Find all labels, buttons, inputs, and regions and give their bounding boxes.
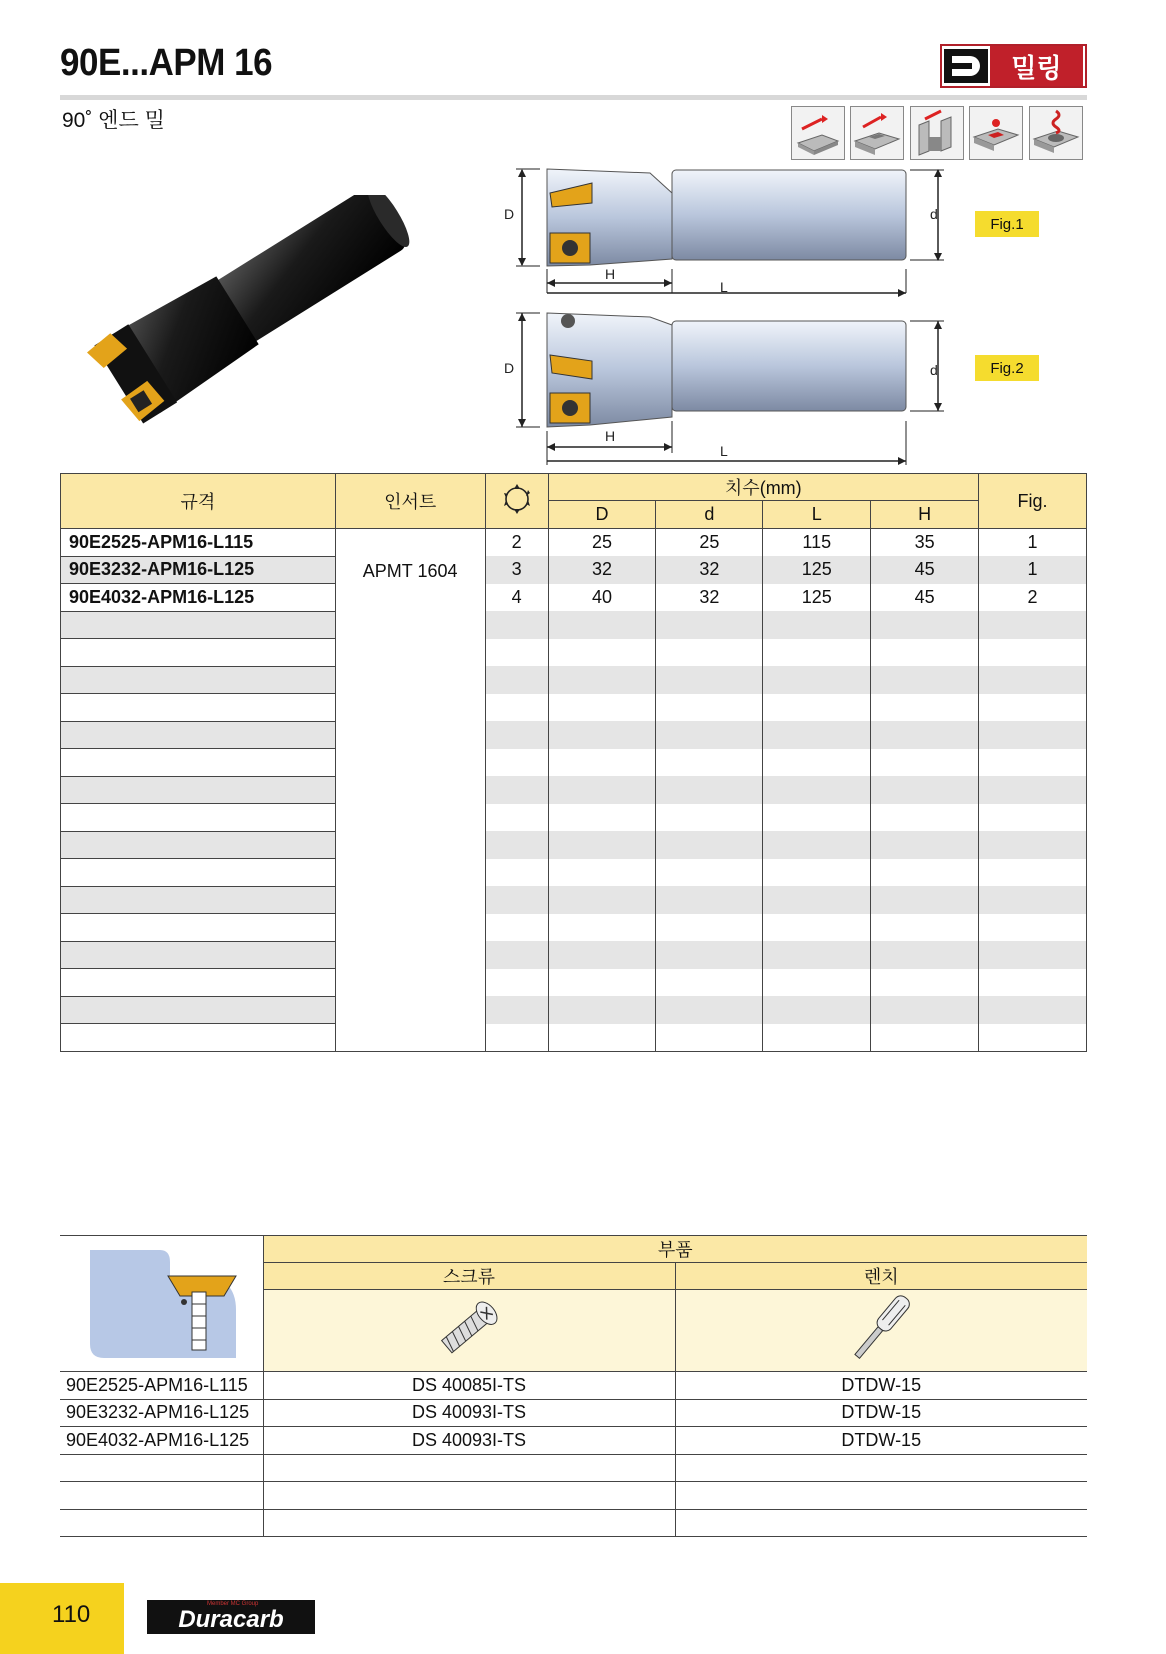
dim-L: 125: [763, 556, 871, 584]
teeth-count-icon: [500, 482, 534, 516]
col-header-teeth: [485, 474, 548, 529]
empty-row: [60, 1482, 1087, 1510]
empty-row: [61, 969, 1087, 997]
fig2-label: Fig.2: [975, 355, 1039, 381]
empty-row: [61, 776, 1087, 804]
pocketing-icon: [969, 106, 1023, 160]
dim-L: 115: [763, 529, 871, 557]
empty-row: [61, 1024, 1087, 1052]
empty-row: [61, 941, 1087, 969]
table-row: [60, 1427, 1087, 1455]
title-rule: [60, 95, 1087, 100]
screw-image-cell: [263, 1290, 675, 1372]
table-row: [61, 584, 1087, 612]
clamping-diagram-cell: [60, 1236, 263, 1372]
wrench-code: DTDW-15: [675, 1372, 1087, 1400]
duracarb-brand-name: Duracarb: [178, 1606, 284, 1633]
empty-row: [61, 996, 1087, 1024]
empty-row: [61, 611, 1087, 639]
col-header-spec: 규격: [61, 474, 336, 529]
dim-H: 45: [871, 556, 979, 584]
spec-code: 90E3232-APM16-L125: [61, 556, 336, 584]
empty-row: [61, 804, 1087, 832]
teeth-count: 4: [485, 584, 548, 612]
teeth-count: 3: [485, 556, 548, 584]
screw-code: DS 40093I-TS: [263, 1427, 675, 1455]
empty-row: [61, 914, 1087, 942]
empty-row: [61, 721, 1087, 749]
dim-d: 32: [656, 584, 763, 612]
fig2-dim-d: d: [930, 362, 938, 378]
brand-name: 밀링: [990, 46, 1083, 86]
dim-d: 32: [656, 556, 763, 584]
empty-row: [60, 1454, 1087, 1482]
parts-table: [60, 1235, 1087, 1537]
dim-D: 32: [548, 556, 656, 584]
col-header-fig: Fig.: [979, 474, 1087, 529]
empty-row: [61, 639, 1087, 667]
col-header-dimensions: 치수(mm): [548, 474, 979, 501]
wrench-icon: [836, 1290, 926, 1366]
empty-row: [61, 694, 1087, 722]
fig2-dim-H: H: [605, 428, 616, 444]
empty-row: [61, 666, 1087, 694]
col-header-insert: 인서트: [335, 474, 485, 529]
table-row: [60, 1372, 1087, 1400]
empty-row: [61, 749, 1087, 777]
parts-code: 90E4032-APM16-L125: [60, 1427, 263, 1455]
empty-row: [60, 1509, 1087, 1537]
col-header-d: d: [656, 501, 763, 529]
empty-row: [61, 859, 1087, 887]
clamping-diagram-icon: [60, 1236, 260, 1366]
screw-code: DS 40093I-TS: [263, 1399, 675, 1427]
fig1-drawing: [500, 165, 950, 297]
spec-table: [60, 473, 1087, 1052]
wrench-code: DTDW-15: [675, 1427, 1087, 1455]
table-row: [60, 1399, 1087, 1427]
parts-code: 90E2525-APM16-L115: [60, 1372, 263, 1400]
col-header-H: H: [871, 501, 979, 529]
parts-code: 90E3232-APM16-L125: [60, 1399, 263, 1427]
page-number: 110: [52, 1601, 91, 1628]
wrench-code: DTDW-15: [675, 1399, 1087, 1427]
col-header-D: D: [548, 501, 656, 529]
fig1-dim-d: d: [930, 206, 938, 222]
page-title: 90E...APM 16: [60, 42, 273, 84]
wrench-header: 렌치: [675, 1263, 1087, 1290]
empty-row: [61, 831, 1087, 859]
dim-D: 40: [548, 584, 656, 612]
screw-code: DS 40085I-TS: [263, 1372, 675, 1400]
duracarb-logo: [147, 1600, 315, 1634]
fig2-dim-D: D: [504, 360, 515, 376]
brand-d-icon: [942, 46, 990, 86]
dim-H: 35: [871, 529, 979, 557]
shoulder-milling-icon: [791, 106, 845, 160]
slotting-icon: [850, 106, 904, 160]
end-mill-product-image: [80, 195, 430, 425]
screw-header: 스크류: [263, 1263, 675, 1290]
wrench-image-cell: [675, 1290, 1087, 1372]
parts-header: 부품: [263, 1236, 1087, 1263]
col-header-L: L: [763, 501, 871, 529]
table-row: [61, 556, 1087, 584]
spec-code: 90E2525-APM16-L115: [61, 529, 336, 557]
fig1-label: Fig.1: [975, 211, 1039, 237]
fig1-dim-L: L: [720, 279, 728, 295]
table-row: [61, 529, 1087, 557]
dim-d: 25: [656, 529, 763, 557]
fig1-dim-D: D: [504, 206, 515, 222]
page-subtitle: 90˚ 엔드 밀: [62, 109, 165, 132]
dim-L: 125: [763, 584, 871, 612]
empty-row: [61, 886, 1087, 914]
teeth-count: 2: [485, 529, 548, 557]
screw-icon: [424, 1290, 514, 1366]
deep-slotting-icon: [910, 106, 964, 160]
duracarb-brand-tag: Member MC Group: [207, 1601, 259, 1607]
helical-drilling-icon: [1029, 106, 1083, 160]
fig-number: 2: [979, 584, 1087, 612]
fig-number: 1: [979, 556, 1087, 584]
dim-D: 25: [548, 529, 656, 557]
spec-code: 90E4032-APM16-L125: [61, 584, 336, 612]
fig1-dim-H: H: [605, 266, 616, 282]
fig-number: 1: [979, 529, 1087, 557]
insert-name: APMT 1604: [335, 529, 485, 1052]
fig2-dim-L: L: [720, 443, 728, 459]
dim-H: 45: [871, 584, 979, 612]
brand-logo: [940, 44, 1087, 88]
